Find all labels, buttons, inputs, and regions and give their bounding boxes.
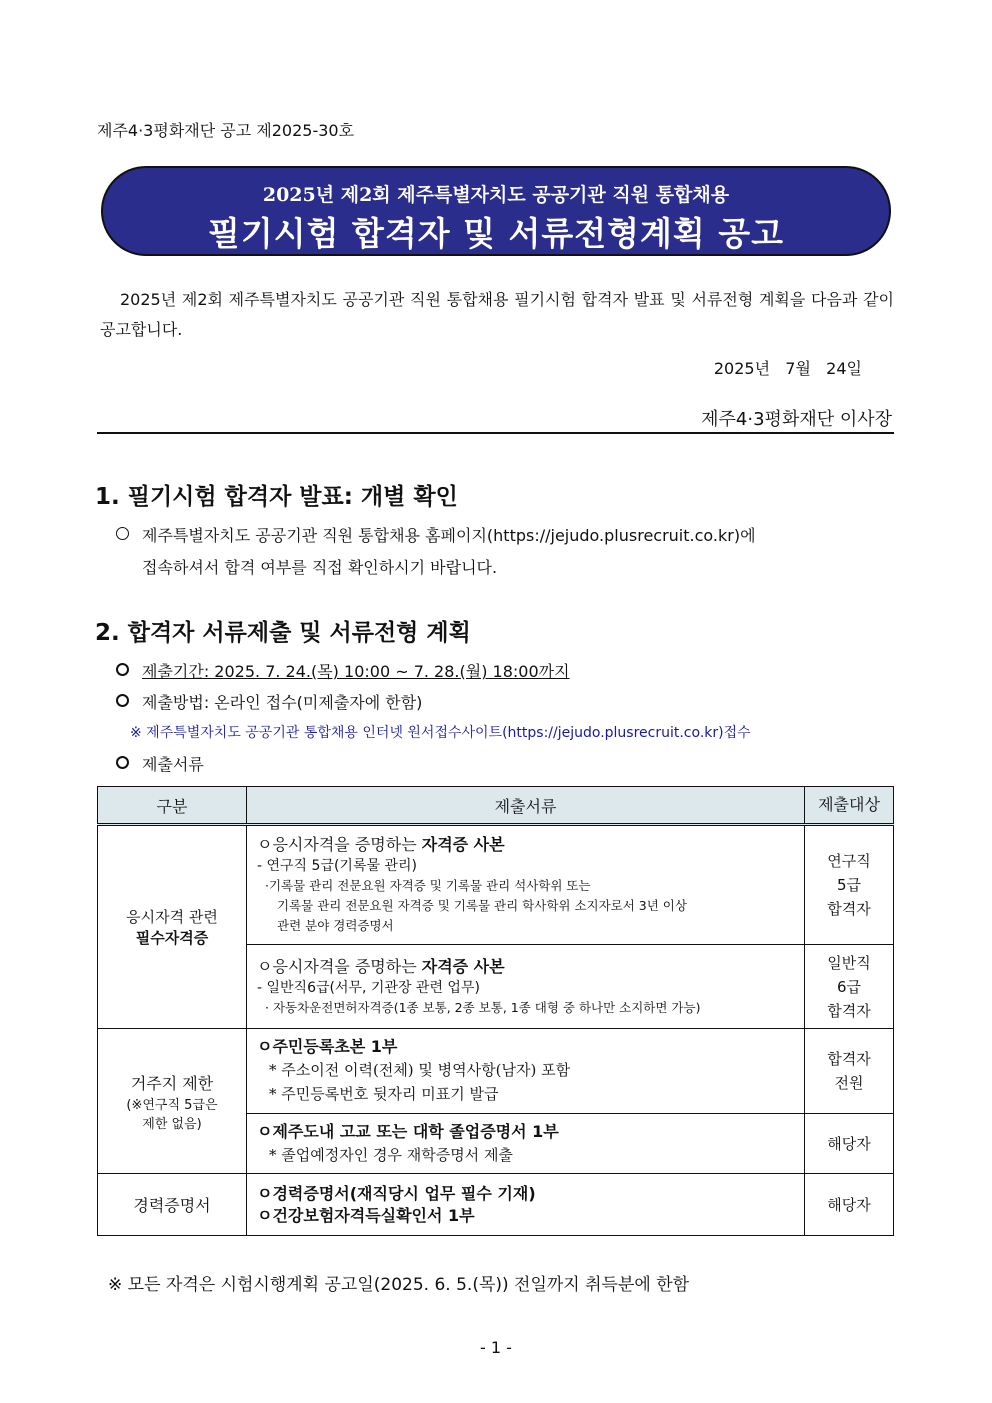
doc-sub: · 자동차운전면허자격증(1종 보통, 2종 보통, 1종 대형 중 하나만 소지하면 가능): [265, 999, 701, 1015]
signer: 제주4·3평화재단 이사장: [701, 409, 892, 430]
section-2-heading: 2. 합격자 서류제출 및 서류전형 계획: [95, 620, 471, 646]
col-category: 구분: [98, 787, 247, 825]
target-text: 전원: [834, 1074, 864, 1092]
target-cell: 해당자: [805, 1174, 894, 1236]
group-qualification: [98, 825, 247, 1029]
docs-cell: [247, 1174, 805, 1236]
circle-bullet-icon: [116, 694, 129, 707]
group-label: 응시자격 관련: [126, 908, 218, 926]
final-note: ※ 모든 자격은 시험시행계획 공고일(2025. 6. 5.(목)) 전일까지 취득분에 한함: [108, 1275, 690, 1295]
table-row: [98, 1174, 894, 1236]
group-label: 거주지 제한: [130, 1073, 214, 1093]
doc-title-bold: 자격증 사본: [421, 835, 505, 854]
banner-subtitle: 2025년 제2회 제주특별자치도 공공기관 직원 통합채용: [262, 184, 730, 206]
doc-note: * 주소이전 이력(전체) 및 병역사항(남자) 포함: [269, 1061, 571, 1079]
docs-label: 제출서류: [142, 755, 204, 774]
table-row: [98, 825, 894, 945]
table-header-row: [98, 787, 894, 825]
docs-cell: [247, 945, 805, 1029]
doc-sub: 기록물 관리 전문요원 자격증 및 기록물 관리 학사학위 소지자로서 3년 이상: [277, 898, 687, 913]
doc-title-bold: 자격증 사본: [421, 956, 505, 976]
target-text: 5급: [836, 876, 862, 894]
method-note: ※ 제주특별자치도 공공기관 통합채용 인터넷 원서접수사이트(https://jejudo.plusrecruit.co.kr)접수: [130, 725, 751, 741]
target-text: 6급: [836, 977, 862, 996]
target-cell: [805, 825, 894, 945]
notice-date: 2025년 7월 24일: [713, 359, 862, 378]
hollow-circle-icon: [116, 527, 129, 540]
doc-title: ㅇ건강보험자격득실확인서 1부: [257, 1205, 475, 1225]
doc-sub: - 일반직6급(서무, 기관장 관련 업무): [257, 979, 480, 996]
col-documents: 제출서류: [247, 787, 805, 825]
table-row: [98, 1029, 894, 1114]
target-text: 연구직: [827, 852, 871, 870]
circle-bullet-icon: [116, 663, 129, 676]
title-banner: [101, 166, 891, 256]
doc-title: ㅇ응시자격을 증명하는: [257, 956, 422, 976]
group-label-note: 제한 없음): [142, 1116, 202, 1132]
target-cell: [805, 945, 894, 1029]
doc-sub: ·기록물 관리 전문요원 자격증 및 기록물 관리 석사학위 또는: [265, 878, 591, 893]
doc-title: ㅇ제주도내 고교 또는 대학 졸업증명서 1부: [257, 1121, 559, 1141]
notice-number: 제주4·3평화재단 공고 제2025-30호: [97, 121, 355, 140]
doc-title: ㅇ경력증명서(재직당시 업무 필수 기재): [257, 1183, 536, 1203]
target-text: 합격자: [827, 900, 871, 918]
circle-bullet-icon: [116, 756, 129, 769]
group-label-bold: 필수자격증: [135, 929, 209, 947]
target-text: 합격자: [827, 1050, 871, 1068]
page-number: - 1 -: [480, 1338, 512, 1357]
doc-sub: 관련 분야 경력증명서: [277, 918, 394, 933]
intro-paragraph: 2025년 제2회 제주특별자치도 공공기관 직원 통합채용 필기시험 합격자 발표 및 서류전형 계획을 다음과 같이 공고합니다.: [100, 290, 894, 339]
doc-title: ㅇ주민등록초본 1부: [257, 1037, 398, 1056]
section-1-bullet-line1: 제주특별자치도 공공기관 직원 통합채용 홈페이지(https://jejudo.plusrecruit.co.kr)에: [142, 526, 756, 545]
docs-cell: [247, 825, 805, 945]
doc-note: * 졸업예정자인 경우 재학증명서 제출: [269, 1145, 513, 1164]
docs-cell: [247, 1029, 805, 1114]
target-cell: 해당자: [805, 1114, 894, 1174]
docs-cell: [247, 1114, 805, 1174]
target-text: 합격자: [827, 1001, 871, 1020]
group-label-note: (※연구직 5급은: [126, 1097, 218, 1113]
submission-period: 제출기간: 2025. 7. 24.(목) 10:00 ~ 7. 28.(월) 18:00까지: [142, 662, 570, 681]
submission-method: 제출방법: 온라인 접수(미제출자에 한함): [142, 693, 423, 712]
target-text: 일반직: [827, 953, 871, 972]
group-residence: [98, 1029, 247, 1174]
divider: [97, 432, 894, 434]
group-career: 경력증명서: [98, 1174, 247, 1236]
section-1-heading: 1. 필기시험 합격자 발표: 개별 확인: [95, 484, 458, 510]
target-cell: [805, 1029, 894, 1114]
doc-sub: - 연구직 5급(기록물 관리): [257, 858, 417, 874]
section-1-bullet-line2: 접속하셔서 합격 여부를 직접 확인하시기 바랍니다.: [142, 558, 498, 577]
doc-note: * 주민등록번호 뒷자리 미표기 발급: [269, 1085, 499, 1103]
col-target: 제출대상: [805, 787, 894, 825]
doc-title: ㅇ응시자격을 증명하는: [257, 835, 422, 854]
banner-title: 필기시험 합격자 및 서류전형계획 공고: [207, 214, 784, 253]
documents-table: [97, 786, 894, 1236]
